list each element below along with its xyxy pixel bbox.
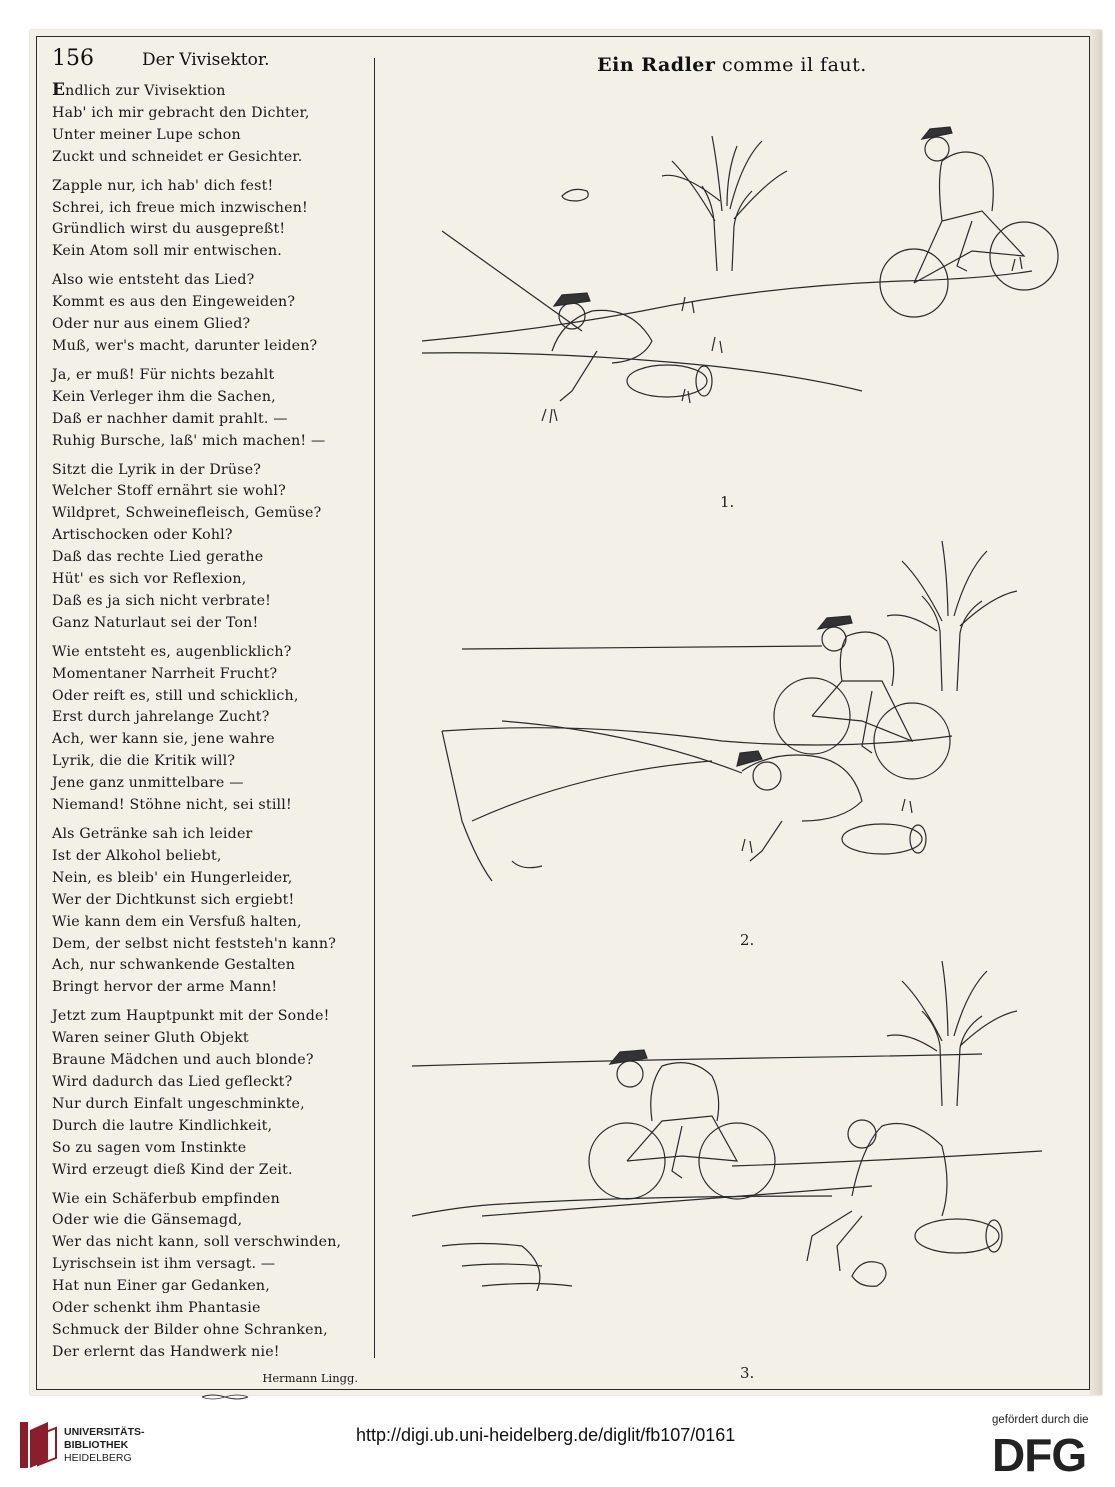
sponsor-note: gefördert durch die: [992, 1414, 1089, 1426]
page-number: 156: [52, 46, 94, 71]
library-line-1: UNIVERSITÄTS-: [64, 1426, 145, 1438]
poem-line: Hat nun Einer gar Gedanken,: [52, 1278, 270, 1295]
poem-line: Ist der Alkohol beliebt,: [52, 847, 222, 864]
poem-line: Gründlich wirst du ausgepreßt!: [52, 221, 286, 238]
poem-line: Braune Mädchen und auch blonde?: [52, 1052, 314, 1069]
poem-line: Wird erzeugt dieß Kind der Zeit.: [52, 1161, 293, 1178]
poem-line: Kein Atom soll mir entwischen.: [52, 243, 283, 260]
library-line-3: HEIDELBERG: [64, 1452, 132, 1464]
poem-line: Nein, es bleib' ein Hungerleider,: [52, 869, 293, 886]
cartoon-title-main: Ein Radler: [597, 54, 716, 76]
viewer-footer: [0, 1400, 1115, 1487]
library-line-2: BIBLIOTHEK: [64, 1439, 129, 1451]
poem-line: Der erlernt das Handwerk nie!: [52, 1343, 280, 1360]
poem-line: Kommt es aus den Eingeweiden?: [52, 294, 296, 311]
magazine-page: [30, 30, 1102, 1395]
poem-line: Nur durch Einfalt ungeschminkte,: [52, 1095, 305, 1112]
poem-stanza: [52, 270, 362, 358]
panel-2-illustration: [382, 521, 1082, 901]
poem-line: Hab' ich mir gebracht den Dichter,: [52, 104, 310, 121]
poem-stanza: [52, 80, 362, 169]
poem-column: [52, 46, 362, 1405]
poem-line: Daß es ja sich nicht verbrate!: [52, 592, 272, 609]
poem-stanza: [52, 824, 362, 999]
poem-line: Wie ein Schäferbub empfinden: [52, 1190, 280, 1207]
panel-1-illustration: [382, 101, 1082, 481]
poem-line: Wildpret, Schweinefleisch, Gemüse?: [52, 505, 322, 522]
poem-line: Oder wie die Gänsemagd,: [52, 1212, 243, 1229]
panel-2-label: 2.: [740, 931, 755, 949]
panel-3-label: 3.: [740, 1364, 755, 1382]
poem-line: Endlich zur Vivisektion: [52, 80, 226, 100]
poem-line: Jene ganz unmittelbare —: [52, 775, 244, 792]
cartoon-column: [382, 46, 1082, 1386]
poem-line: Oder schenkt ihm Phantasie: [52, 1300, 261, 1317]
poem-line: Ja, er muß! Für nichts bezahlt: [52, 366, 275, 383]
poem-line: Kein Verleger ihm die Sachen,: [52, 388, 276, 405]
poem-stanza: [52, 642, 362, 817]
poem-line: Ach, nur schwankende Gestalten: [52, 957, 296, 974]
poem-line: Hüt' es sich vor Reflexion,: [52, 571, 247, 588]
poem-line: Zuckt und schneidet er Gesichter.: [52, 148, 303, 165]
poem-line: Dem, der selbst nicht feststeh'n kann?: [52, 935, 336, 952]
cartoon-panel-3: [382, 946, 1082, 1382]
poem-line: Schrei, ich freue mich inzwischen!: [52, 199, 308, 216]
cartoon-title-sub: comme il faut.: [721, 54, 867, 76]
poem-line: Daß er nachher damit prahlt. —: [52, 410, 288, 427]
page-edge-shadow: [1090, 30, 1102, 1395]
poem-line: Ganz Naturlaut sei der Ton!: [52, 614, 259, 631]
poem-line: Wie kann dem ein Versfuß halten,: [52, 913, 302, 930]
poem-line: Jetzt zum Hauptpunkt mit der Sonde!: [52, 1008, 330, 1025]
poem-line: Schmuck der Bilder ohne Schranken,: [52, 1321, 328, 1338]
cartoon-title: [382, 54, 1082, 76]
permalink-url[interactable]: http://digi.ub.uni-heidelberg.de/diglit/fb107/0161: [356, 1425, 736, 1445]
cartoon-panel-1: [382, 101, 1082, 511]
left-header: [52, 46, 362, 76]
poem-line: Wer der Dichtkunst sich ergiebt!: [52, 891, 295, 908]
dfg-logo: DFG: [992, 1429, 1087, 1481]
poem-body: [52, 80, 362, 1364]
poem-line: Erst durch jahrelange Zucht?: [52, 709, 270, 726]
poem-line: Zapple nur, ich hab' dich fest!: [52, 177, 274, 194]
poem-stanza: [52, 1006, 362, 1181]
poem-line: Ach, wer kann sie, jene wahre: [52, 731, 275, 748]
poem-line: Wird dadurch das Lied gefleckt?: [52, 1073, 293, 1090]
panel-3-illustration: [382, 946, 1082, 1326]
poem-line: Artischocken oder Kohl?: [52, 527, 233, 544]
poem-line: Bringt hervor der arme Mann!: [52, 979, 278, 996]
library-name: [64, 1426, 145, 1465]
poem-stanza: [52, 176, 362, 264]
poem-line: Welcher Stoff ernährt sie wohl?: [52, 483, 286, 500]
panel-1-label: 1.: [720, 493, 735, 511]
poem-line: Lyrik, die die Kritik will?: [52, 753, 236, 770]
poem-line: Oder reift es, still und schicklich,: [52, 687, 299, 704]
poem-stanza: [52, 460, 362, 635]
poem-line: Wer das nicht kann, soll verschwinden,: [52, 1234, 342, 1251]
poem-line: Muß, wer's macht, darunter leiden?: [52, 337, 318, 354]
poem-line: Oder nur aus einem Glied?: [52, 316, 251, 333]
poem-line: Waren seiner Gluth Objekt: [52, 1030, 249, 1047]
poem-title: Der Vivisektor.: [142, 50, 270, 70]
library-logo: [18, 1420, 58, 1470]
poem-line: Sitzt die Lyrik in der Drüse?: [52, 461, 262, 478]
poem-line: Also wie entsteht das Lied?: [52, 272, 255, 289]
poem-line: Wie entsteht es, augenblicklich?: [52, 643, 292, 660]
poem-line: Daß das rechte Lied gerathe: [52, 549, 264, 566]
poem-line: Ruhig Bursche, laß' mich machen! —: [52, 432, 326, 449]
poem-stanza: [52, 1189, 362, 1364]
poem-line: Momentaner Narrheit Frucht?: [52, 665, 278, 682]
column-divider: [374, 58, 375, 1358]
poem-line: Als Getränke sah ich leider: [52, 826, 253, 842]
poem-line: Unter meiner Lupe schon: [52, 126, 241, 143]
poem-line: Durch die lautre Kindlichkeit,: [52, 1117, 273, 1134]
poem-stanza: [52, 365, 362, 453]
poem-line: So zu sagen vom Instinkte: [52, 1139, 247, 1156]
poem-line: Niemand! Stöhne nicht, sei still!: [52, 797, 292, 814]
poem-line: Lyrischsein ist ihm versagt. —: [52, 1256, 276, 1273]
cartoon-panel-2: [382, 521, 1082, 949]
poem-author: Hermann Lingg.: [262, 1370, 358, 1385]
